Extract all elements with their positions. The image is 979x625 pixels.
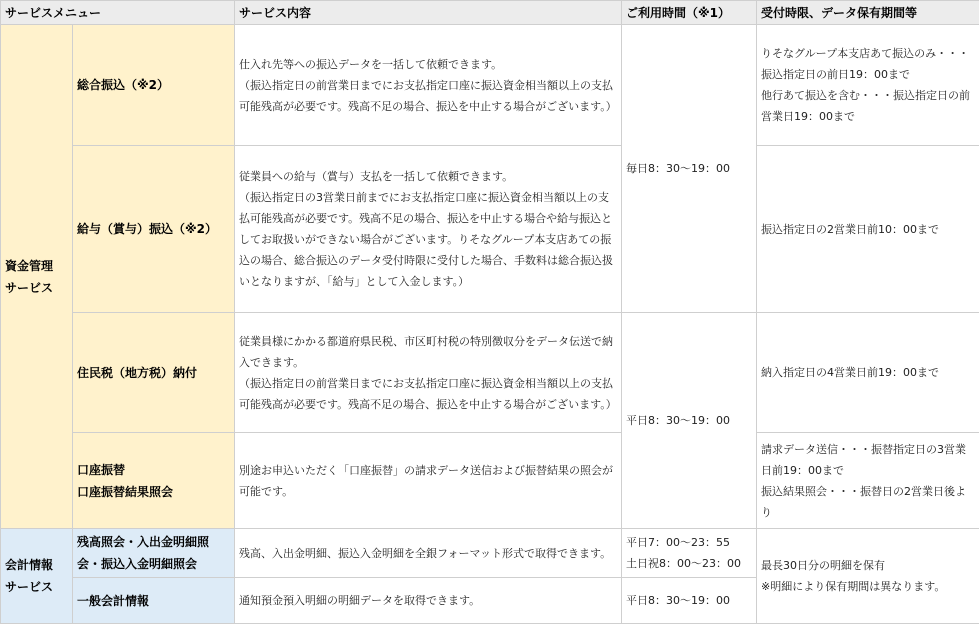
table-row <box>1 313 979 433</box>
service-hours: 平日8：30～19：00 <box>622 578 757 624</box>
category-cash-management: 資金管理 サービス <box>1 25 73 529</box>
service-description: 従業員への給与（賞与）支払を一括して依頼できます。 （振込指定日の3営業日前までにお支払指定口座に振込資金相当額以上の支払可能残高が必要です。残高不足の場合、振込を中止する場合や給与振込としてお取扱いができない場合がございます。りそなグループ本支店あての振込の場合、総合振込のデータ受付時限に受付した場合、手数料は総合振込扱いとなりますが、「給与」として入金します。） <box>235 146 622 313</box>
service-description: 別途お申込いただく「口座振替」の請求データ送信および振替結果の照会が可能です。 <box>235 433 622 529</box>
service-name: 残高照会・入出金明細照会・振込入金明細照会 <box>73 529 235 578</box>
table-row <box>1 146 979 313</box>
service-name: 総合振込（※2） <box>73 25 235 146</box>
service-acceptance: りそなグループ本支店あて振込のみ・・・振込指定日の前日19：00まで 他行あて振込を含む・・・振込指定日の前営業日19：00まで <box>757 25 979 146</box>
service-acceptance: 振込指定日の2営業日前10：00まで <box>757 146 979 313</box>
service-acceptance: 請求データ送信・・・振替指定日の3営業日前19：00まで 振込結果照会・・・振替日の2営業日後より <box>757 433 979 529</box>
header-row <box>1 1 979 25</box>
service-acceptance: 最長30日分の明細を保有 ※明細により保有期間は異なります。 <box>757 529 979 624</box>
service-description: 仕入れ先等への振込データを一括して依頼できます。 （振込指定日の前営業日までにお支払指定口座に振込資金相当額以上の支払可能残高が必要です。残高不足の場合、振込を中止する場合がございます。） <box>235 25 622 146</box>
service-description: 残高、入出金明細、振込入金明細を全銀フォーマット形式で取得できます。 <box>235 529 622 578</box>
service-name: 住民税（地方税）納付 <box>73 313 235 433</box>
header-menu: サービスメニュー <box>1 1 235 25</box>
table-row <box>1 25 979 146</box>
service-name: 給与（賞与）振込（※2） <box>73 146 235 313</box>
service-hours: 平日8：30～19：00 <box>622 313 757 529</box>
header-acceptance: 受付時限、データ保有期間等 <box>757 1 979 25</box>
service-name: 口座振替 口座振替結果照会 <box>73 433 235 529</box>
service-acceptance: 納入指定日の4営業日前19：00まで <box>757 313 979 433</box>
table-row <box>1 433 979 529</box>
service-hours: 毎日8：30～19：00 <box>622 25 757 313</box>
service-hours: 平日7：00～23：55 土日祝8：00～23：00 <box>622 529 757 578</box>
header-content: サービス内容 <box>235 1 622 25</box>
category-accounting-info: 会計情報 サービス <box>1 529 73 624</box>
service-description: 従業員様にかかる都道府県民税、市区町村税の特別徴収分をデータ伝送で納入できます。 （振込指定日の前営業日までにお支払指定口座に振込資金相当額以上の支払可能残高が必要です。残高不足の場合、振込を中止する場合がございます。） <box>235 313 622 433</box>
table-row <box>1 529 979 578</box>
service-description: 通知預金預入明細の明細データを取得できます。 <box>235 578 622 624</box>
header-hours: ご利用時間（※1） <box>622 1 757 25</box>
service-name: 一般会計情報 <box>73 578 235 624</box>
